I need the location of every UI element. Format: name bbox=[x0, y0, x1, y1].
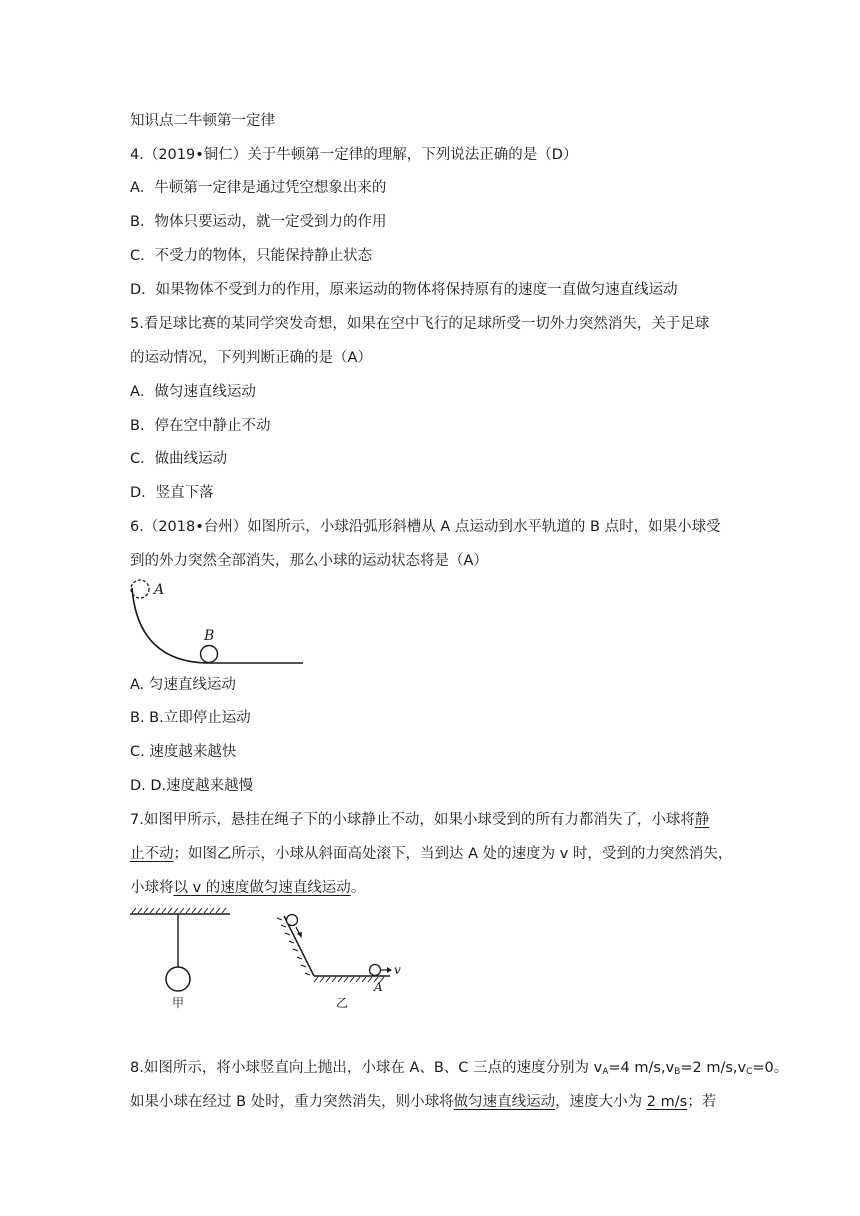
q6-option-c: C. 速度越来越快 bbox=[130, 744, 237, 760]
q8-line1-mid1: =4 m/s,v bbox=[608, 1060, 675, 1076]
q8-line1-post: =0。 bbox=[752, 1060, 789, 1076]
q8-sub-a: A bbox=[602, 1067, 609, 1077]
q5-option-c: C．做曲线运动 bbox=[130, 451, 228, 467]
velocity-arrowhead bbox=[387, 967, 392, 973]
q6-stem-line2: 到的外力突然全部消失，那么小球的运动状态将是（A） bbox=[130, 553, 488, 569]
ball-on-slope bbox=[287, 915, 298, 926]
q4-option-a: A．牛顿第一定律是通过凭空想象出来的 bbox=[130, 180, 387, 196]
q8-sub-c: C bbox=[746, 1067, 753, 1077]
ball-at-a bbox=[370, 965, 381, 976]
figure-label-yi: 乙 bbox=[336, 996, 349, 1010]
q6-stem-line1: 6.（2018•台州）如图所示，小球沿弧形斜槽从 A 点运动到水平轨道的 B 点时，如果小球受 bbox=[130, 519, 721, 535]
q5-option-b: B．停在空中静止不动 bbox=[130, 418, 271, 434]
hanging-ball bbox=[166, 967, 190, 991]
q8-line1 bbox=[130, 1058, 789, 1082]
q7-figure-yi bbox=[272, 910, 404, 1012]
q4-stem: 4.（2019•铜仁）关于牛顿第一定律的理解，下列说法正确的是（D） bbox=[130, 147, 578, 163]
section-title: 知识点二牛顿第一定律 bbox=[130, 113, 275, 129]
ball-at-a-dashed bbox=[131, 580, 149, 598]
q8-answer1: 做匀速直线运动 bbox=[453, 1094, 556, 1110]
figure-label-jia: 甲 bbox=[172, 996, 185, 1010]
q7-line1-text: 7.如图甲所示，悬挂在绳子下的小球静止不动，如果小球受到的所有力都消失了，小球将 bbox=[130, 812, 695, 828]
q7-line2 bbox=[130, 844, 740, 864]
q8-answer2: 2 m/s bbox=[646, 1094, 688, 1110]
slope-arrowhead bbox=[297, 932, 302, 938]
q7-answer2: 以 v 的速度做匀速直线运动 bbox=[173, 880, 351, 896]
q4-option-b: B．物体只要运动，就一定受到力的作用 bbox=[130, 214, 387, 230]
q6-option-a: A. 匀速直线运动 bbox=[130, 677, 236, 693]
q7-figure-jia bbox=[128, 906, 232, 1012]
q7-line3-pre: 小球将 bbox=[130, 880, 174, 896]
figure-label-a-yi: A bbox=[374, 980, 383, 994]
figure-label-a: A bbox=[154, 582, 165, 598]
q7-line1 bbox=[130, 810, 740, 830]
q8-line2 bbox=[130, 1092, 740, 1112]
ball-at-b bbox=[201, 646, 218, 663]
q4-option-c: C．不受力的物体，只能保持静止状态 bbox=[130, 248, 373, 264]
figure-label-b: B bbox=[204, 628, 215, 644]
q8-line2-pre: 如果小球在经过 B 处时，重力突然消失，则小球将 bbox=[130, 1094, 454, 1110]
q8-line2-mid: ，速度大小为 bbox=[555, 1094, 647, 1110]
q5-option-d: D．竖直下落 bbox=[130, 485, 214, 501]
q8-sub-b: B bbox=[674, 1067, 681, 1077]
q5-stem-line1: 5.看足球比赛的某同学突发奇想，如果在空中飞行的足球所受一切外力突然消失，关于足球 bbox=[130, 316, 710, 332]
q6-figure bbox=[126, 574, 306, 668]
ceiling-hatch bbox=[132, 908, 226, 913]
q5-option-a: A．做匀速直线运动 bbox=[130, 384, 256, 400]
q6-option-b: B. B.立即停止运动 bbox=[130, 710, 251, 726]
q5-stem-line2: 的运动情况，下列判断正确的是（A） bbox=[130, 350, 372, 366]
q6-option-d: D. D.速度越来越慢 bbox=[130, 778, 254, 794]
figure-label-v: v bbox=[394, 963, 401, 977]
q4-option-d: D．如果物体不受到力的作用，原来运动的物体将保持原有的速度一直做匀速直线运动 bbox=[130, 282, 678, 298]
q7-line3 bbox=[130, 878, 740, 898]
ground-hatch bbox=[277, 918, 384, 982]
q8-line1-text: 8.如图所示，将小球竖直向上抛出，小球在 A、B、C 三点的速度分别为 v bbox=[130, 1060, 603, 1076]
q8-line1-mid2: =2 m/s,v bbox=[680, 1060, 747, 1076]
q7-line3-post: 。 bbox=[350, 880, 366, 896]
q7-answer1-part1: 静 bbox=[694, 812, 710, 828]
q8-line2-post: ；若 bbox=[687, 1094, 717, 1110]
q7-answer1-part2: 止不动 bbox=[130, 846, 174, 862]
q7-line2-text: ；如图乙所示，小球从斜面高处滚下，当到达 A 处的速度为 v 时，受到的力突然消失， bbox=[173, 846, 733, 862]
